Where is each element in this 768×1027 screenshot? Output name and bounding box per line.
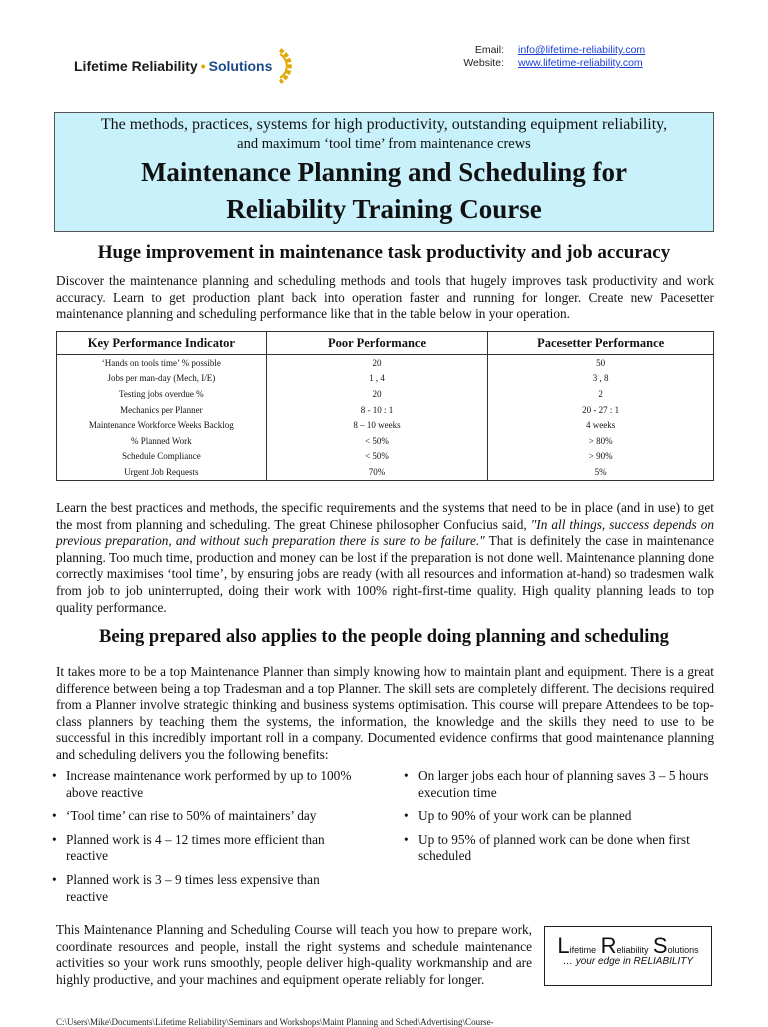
banner-subtitle-line1: The methods, practices, systems for high productivity, outstanding equipment reliability, [100,116,668,133]
file-path-footer: C:\Users\Mike\Documents\Lifetime Reliability\Seminars and Workshops\Maint Planning and Sched\Advertising\Course- [56,1017,494,1027]
list-item: • Up to 95% of planned work can be done when first scheduled [404,832,714,865]
table-row [57,386,714,402]
table-header-kpi: Key Performance Indicator [57,332,267,355]
table-cell: 1 , 4 [266,371,488,387]
closing-paragraph: This Maintenance Planning and Scheduling Course will teach you how to prepare work, coordinate resources and people, install the right systems and schedule maintenance activities so your work runs smoothly, people deliver high-quality workmanship and are highly productive, and your machines and equipment operate reliably for longer. [56,922,532,987]
table-cell: ‘Hands on tools time’ % possible [57,355,267,371]
planner-paragraph: It takes more to be a top Maintenance Planner than simply knowing how to maintain plant and equipment. There is a great difference between being a top Tradesman and a top Planner. The skill sets are completely different. The decisions required from a Planner involve strategic thinking and business systems optimisation. This course will prepare Attendees to be top-class planners by teaching them the systems, the information, the knowledge and the skills they need to use to be successful in this incredibly important roll in a company. Documented evidence confirms that good maintenance planning and scheduling delivers you the following benefits: [56,664,714,762]
list-item: • Up to 90% of your work can be planned [404,808,714,825]
logo-letter-r: R [600,933,617,958]
table-cell: 2 [488,386,714,402]
list-item: • Increase maintenance work performed by up to 100% above reactive [52,768,352,801]
company-logo[interactable] [74,46,304,86]
logo-tagline: … your edge in RELIABILITY [562,956,694,967]
logo-separator: • [200,58,206,74]
best-practices-paragraph: Learn the best practices and methods, the specific requirements and the systems that need to be in place (and in use) to get the most from planning and scheduling. The great Chinese philosopher Confucius said, "In all things, success depends on previous preparation, and without such preparation there is sure to be failure." That is definitely the case in maintenance planning. Too much time, production and money can be lost if the preparation is not done well. Maintenance planning done correctly maximises ‘tool time’, by ensuring jobs are ready (with all resources and information at-hand) so tradesmen walk from job to job uninterrupted, doing their work with 100% right-first-time quality. High quality planning leads to top quality performance. [56,500,714,615]
table-cell: Maintenance Workforce Weeks Backlog [57,417,267,433]
table-cell: < 50% [266,433,488,449]
table-header-pacesetter: Pacesetter Performance [488,332,714,355]
table-cell: 8 – 10 weeks [266,417,488,433]
course-title-line2: Reliability Training Course [226,194,542,224]
benefits-list-left [52,768,352,912]
lrs-logo-box: Lifetime Reliability Solutions … your edge in RELIABILITY [544,926,712,986]
table-cell: Schedule Compliance [57,449,267,465]
list-item: • Planned work is 3 – 9 times less expensive than reactive [52,872,352,905]
table-row [57,464,714,480]
table-cell: % Planned Work [57,433,267,449]
website-link[interactable]: www.lifetime-reliability.com [518,57,643,69]
logo-letter-l: L [557,933,570,958]
kpi-table [56,331,714,481]
logo-letter-s: S [652,933,668,958]
logo-text-solutions: Solutions [208,58,273,74]
table-cell: 70% [266,464,488,480]
contact-info [462,44,645,70]
table-cell: Testing jobs overdue % [57,386,267,402]
website-label: Website: [463,57,504,69]
email-label: Email: [474,44,504,56]
page-header [0,0,768,110]
logo-text-main: Lifetime Reliability [74,58,198,74]
section-heading-people: Being prepared also applies to the people doing planning and scheduling [99,627,669,647]
table-cell: 5% [488,464,714,480]
table-cell: 20 [266,355,488,371]
email-link[interactable]: info@lifetime-reliability.com [518,44,646,56]
table-cell: 3 , 8 [488,371,714,387]
intro-paragraph: Discover the maintenance planning and scheduling methods and tools that hugely improves task productivity and work accuracy. Learn to get production plant back into operation faster and running for longer. Create new Pacesetter maintenance planning and scheduling performance like that in the table below in your operation. [56,273,714,322]
table-cell: 20 - 27 : 1 [488,402,714,418]
table-row [57,371,714,387]
table-row [57,433,714,449]
title-banner [54,112,714,232]
table-header-poor: Poor Performance [266,332,488,355]
table-cell: Jobs per man-day (Mech, I/E) [57,371,267,387]
benefits-list-right [404,768,714,872]
table-cell: < 50% [266,449,488,465]
table-row [57,417,714,433]
table-row [57,449,714,465]
table-cell: 20 [266,386,488,402]
gear-icon [276,46,304,86]
table-cell: Urgent Job Requests [57,464,267,480]
table-cell: 8 - 10 : 1 [266,402,488,418]
table-row [57,402,714,418]
table-cell: > 80% [488,433,714,449]
table-cell: > 90% [488,449,714,465]
list-item: • ‘Tool time’ can rise to 50% of maintainers’ day [52,808,352,825]
table-header-row [57,332,714,355]
list-item: • Planned work is 4 – 12 times more efficient than reactive [52,832,352,865]
table-cell: Mechanics per Planner [57,402,267,418]
table-cell: 4 weeks [488,417,714,433]
course-title-line1: Maintenance Planning and Scheduling for [140,157,628,187]
table-cell: 50 [488,355,714,371]
banner-subtitle-line2: and maximum ‘tool time’ from maintenance crews [237,136,531,152]
section-heading-productivity: Huge improvement in maintenance task productivity and job accuracy [97,242,671,263]
confucius-quote: "In all things, success depends on previous preparation, and without such preparation there is sure to be failure." [56,516,714,549]
table-row [57,355,714,371]
list-item: • On larger jobs each hour of planning saves 3 – 5 hours execution time [404,768,714,801]
